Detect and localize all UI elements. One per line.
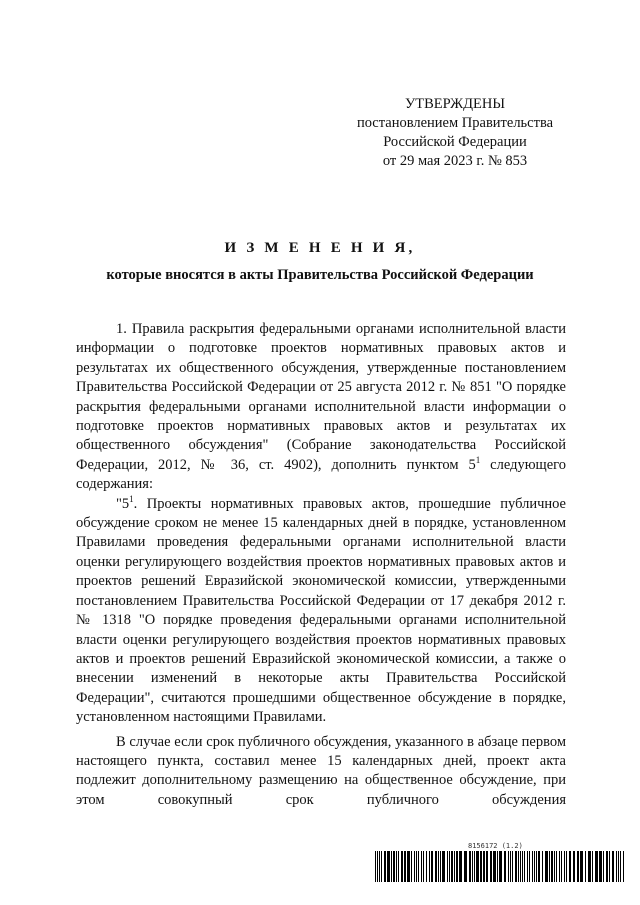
paragraph-1-superscript: 1 xyxy=(475,454,481,465)
document-title: И З М Е Н Е Н И Я, xyxy=(224,240,416,256)
paragraph-1-text: 1. Правила раскрытия федеральными органами исполнительной власти информации о подготовке проектов нормативных правовых актов и результатах их общественного обсуждения, утвержденные постановлением Правительства Российской Федерации от 25 августа 2012 г. № 851 "О порядке раскрытия федеральными органами исполнительной власти информации о подготовке проектов нормативных правовых актов и результатах их общественного обсуждения" (Собрание законодательства Российской Федерации, 2012, № 36, ст. 4902), дополнить пунктом 5 xyxy=(76,321,566,473)
document-subtitle: которые вносятся в акты Правительства Российской Федерации xyxy=(106,267,534,283)
approval-line: Российской Федерации xyxy=(383,134,527,150)
approval-date-number: от 29 мая 2023 г. № 853 xyxy=(382,153,528,169)
approval-line: постановлением Правительства xyxy=(356,115,554,131)
paragraph-1-end: следующего содержания: xyxy=(76,456,566,493)
paragraph-2 xyxy=(76,495,566,728)
barcode-icon xyxy=(375,851,625,882)
paragraph-2-text: . Проекты нормативных правовых актов, прошедшие публичное обсуждение сроком не менее 15 календарных дней в порядке, установленном Правилами проведения федеральными органами исполнительной власти оценки регулирующего воздействия проектов нормативных правовых актов и проектов решений Евразийской экономической комиссии, утвержденными постановлением Правительства Российской Федерации от 17 декабря 2012 г. № 1318 "О порядке проведения федеральными органами исполнительной власти оценки регулирующего воздействия проектов нормативных правовых актов и проектов решений Евразийской экономической комиссии, а также о внесении изменений в некоторые акты Правительства Российской Федерации", считаются прошедшими общественное обсуждение в порядке, установленном настоящими Правилами. xyxy=(76,495,566,726)
paragraph-2-start: "5 xyxy=(116,495,130,512)
paragraph-3: В случае если срок публичного обсуждения, указанного в абзаце первом настоящего пункта, составил менее 15 календарных дней, проект акта подлежит дополнительному размещению на общественное обсуждение, при этом совокупный срок публичного обсуждения xyxy=(76,733,566,808)
approval-stamp xyxy=(330,95,580,171)
paragraph-1 xyxy=(76,320,566,495)
paragraph-2-superscript: 1 xyxy=(129,493,134,504)
approval-heading: УТВЕРЖДЕНЫ xyxy=(404,96,506,112)
document-code: 8156172 (1.2) xyxy=(468,842,523,850)
document-body xyxy=(76,320,566,810)
